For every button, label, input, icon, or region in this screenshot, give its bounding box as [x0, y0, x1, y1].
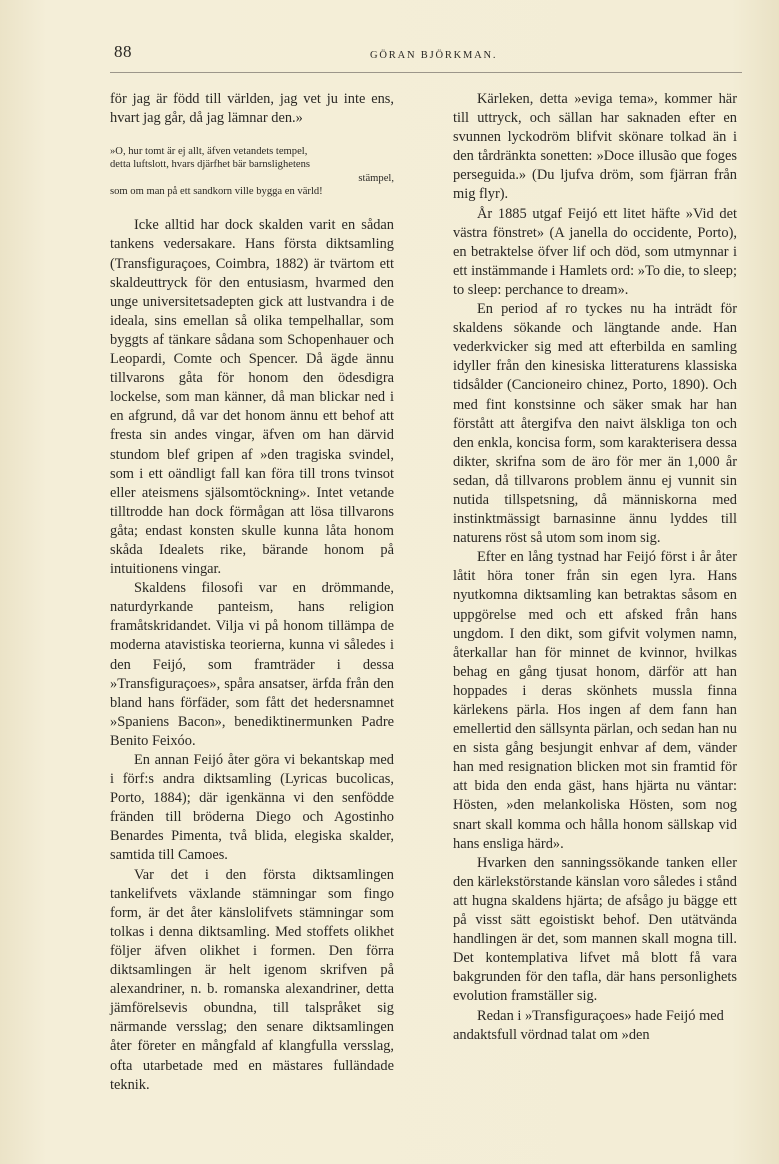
paragraph: En annan Feijó åter göra vi bekantskap med i förf:s andra diktsamling (Lyricas bucolicas, Porto, 1884); där igenkänna vi den senfödde fränden till bröderna Diego och Agostinho Benardes Pimenta, två blida, elegiska skalder, samtida till Camoes. [110, 752, 394, 864]
verse-line: stämpel, [358, 172, 394, 184]
paragraph: År 1885 utgaf Feijó ett litet häfte »Vid det västra fönstret» (A janella do occidente, Porto), en betraktelse öfver lif och död, som utmynnar i ett instämmande i Hamlets ord: »To die, to sleep; to sleep: perchance to dream». [453, 205, 737, 298]
paragraph: Kärleken, detta »eviga tema», kommer här till uttryck, och sällan har saknaden efter en svunnen lyckodröm blifvit skönare tolkad än i den tårdränkta sonetten: »Doce illusão que foges perseguida.» (Du ljufva dröm, som fjärran från mig flyr). [453, 91, 737, 203]
paragraph: Var det i den första diktsamlingen tankelifvets växlande stämningar som fingo form, är det åter känslolifvets stämningar som tolkas i denna diktsamling. Med stoffets olikhet följer äfven olikhet i formen. Den förra diktsamlingen är helt igenom skrifven på alexandriner, n. b. romanska alexandriner, detta jämförelsevis obundna, till talspråket sig närmande versslag; den senare diktsamlingen åter företer en mångfald af klangfulla versslag, ofta utarbetade med en mästares fulländade teknik. [110, 866, 394, 1093]
paragraph: Icke alltid har dock skalden varit en sådan tankens vedersakare. Hans första diktsamling (Transfiguraçoes, Coimbra, 1882) är tvärtom ett skaldeuttryck för den entusiasm, hvarmed den unge universitetsadepten gick att lustvandra i de ideala, sins emellan så olika tempelhallar, som byggts af tänkare sådana som Schopenhauer och Leopardi, Comte och Spencer. Då ägde ännu tillvarons gåta för honom den ödesdigra lockelse, som man känner, då man blickar ned i en afgrund, då var det honom ännu ett behof att fresta sin andes vingar, äfven om han därvid stundom blef gripen af »den tragiska svindel, som i ett oändligt fall kan föra till trons tvinsot eller ateismens själsomtöckning». Intet vetande tilltrodde han dock förmågan att lösa tillvarons gåta; endast konsten skulle kunna låta honom skåda Idealets rike, bärande honom på intuitionens vingar. [110, 217, 394, 578]
paragraph: Skaldens filosofi var en drömmande, naturdyrkande panteism, hans religion framåtskridandet. Vilja vi på honom tillämpa de moderna atavistiska teorierna, kunna vi således i den Feijó, som framträder i dessa »Transfiguraçoes», spåra ansatser, ärfda från den bland hans förfäder, som fått det hedersnamnet »Spaniens Bacon», benediktinermunken Padre Benito Feixóo. [110, 580, 394, 749]
paragraph: En period af ro tyckes nu ha inträdt för skaldens sökande och längtande ande. Han vederkvicker sig med att efterbilda en samling idyller från den kinesiska litteraturens klassiska tidsålder (Cancioneiro chinez, Porto, 1890). Och med fint konstsinne och säker smak har han förstått att återgifva den naivt älskliga ton och den enkla, koncisa form, som karakterisera dessa dikter, skrifna som de äro för mer än 1,000 år sedan, då tillvarons problem ännu ej vunnit sin nutida tillspetsning, då människorna med instinktmässigt barnasinne ännu lyddes till naturens röst så utom som inom sig. [453, 301, 737, 547]
page-header [110, 42, 742, 73]
running-title: GÖRAN BJÖRKMAN. [370, 50, 498, 61]
left-column [110, 90, 394, 1095]
paragraph: Redan i »Transfiguraçoes» hade Feijó med andaktsfull vördnad talat om »den [453, 1007, 724, 1043]
paragraph: Efter en lång tystnad har Feijó först i år åter låtit höra toner från sin egen lyra. Hans nyutkomna diktsamling kan betraktas såsom en uppgörelse med och ett afsked från hans ungdom. I den dikt, som gifvit volymen namn, återkallar han för minnet de kvinnor, hvilkas behag en gång tjusat honom, därför att han hoppades i deras skönhets mussla finna kärlekens pärla. Hos ingen af dem fann han emellertid den sällsynta pärlan, och sedan han nu en sista gång besjungit enhvar af dem, vänder han med resignation blicken mot sin framtid för att bida den enda gäst, hans hjärta nu väntar: Hösten, »den melankoliska Hösten, som nog snart skall komma och hålla honom sällskap vid hans ensliga härd». [453, 549, 737, 852]
page-number: 88 [114, 42, 132, 61]
verse-line: detta luftslott, hvars djärfhet bär barnslighetens [110, 159, 311, 171]
paragraph: Hvarken den sanningssökande tanken eller den kärlekstörstande känslan voro således i stånd att hugna skaldens hjärta; de afsågo ju bägge ett på visst sätt egoistiskt behof. Den utätvända handlingen är det, som mannen skall mogna till. Det kontemplativa lifvet må blott få vara bakgrunden för den tafla, där hans personlighets evolution framställer sig. [453, 854, 737, 1005]
right-column [453, 90, 737, 1045]
paragraph: för jag är född till världen, jag vet ju inte ens, hvart jag går, då jag lämnar den.» [110, 91, 394, 127]
verse-quote [110, 145, 394, 198]
verse-line: som om man på ett sandkorn ville bygga en värld! [110, 186, 323, 198]
verse-line: »O, hur tomt är ej allt, äfven vetandets tempel, [110, 146, 308, 158]
